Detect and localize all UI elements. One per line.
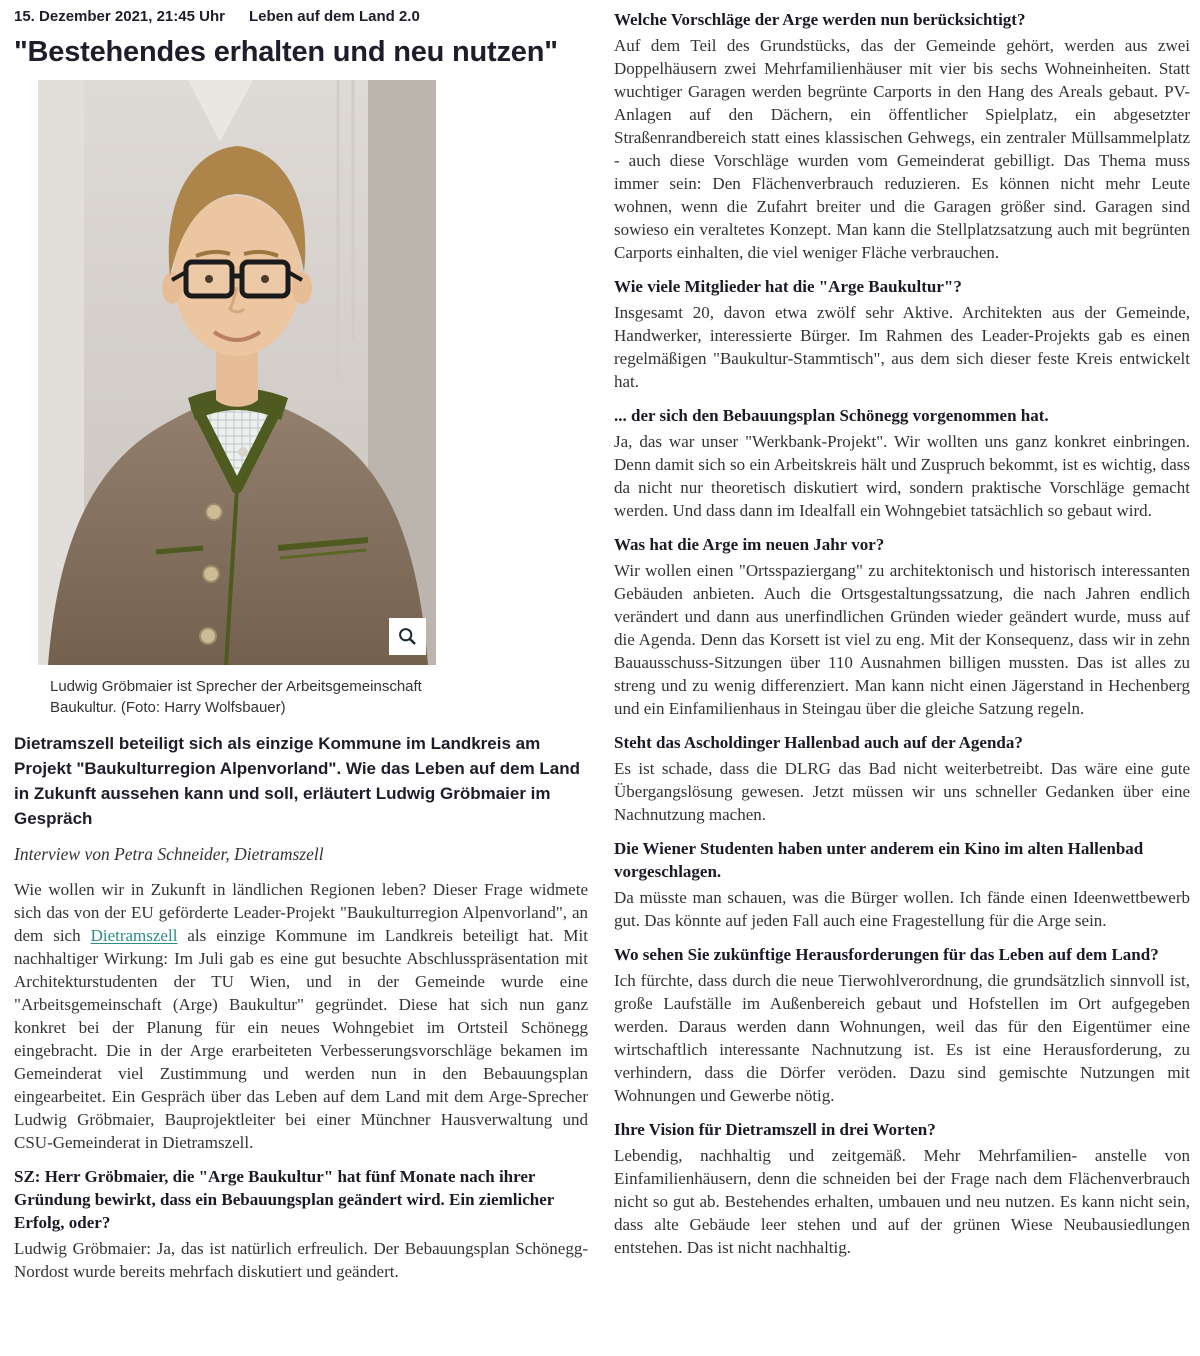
interview-question: Was hat die Arge im neuen Jahr vor?	[614, 535, 885, 554]
interview-question: Wie viele Mitglieder hat die "Arge Baukultur"?	[614, 277, 962, 296]
interview-question: ... der sich den Bebauungsplan Schönegg vorgenommen hat.	[614, 406, 1049, 425]
left-column	[14, 8, 588, 1356]
interview-question: Ihre Vision für Dietramszell in drei Worten?	[614, 1120, 936, 1139]
interview-answer: Ludwig Gröbmaier: Ja, das ist natürlich erfreulich. Der Bebauungsplan Schönegg-Nordost wurde bereits mehrfach diskutiert und geändert.	[14, 1239, 588, 1281]
interview-question: Wo sehen Sie zukünftige Herausforderungen für das Leben auf dem Land?	[614, 945, 1159, 964]
interview-answer: Ja, das war unser "Werkbank-Projekt". Wir wollten uns ganz konkret einbringen. Denn damit sich so ein Arbeitskreis hält und Zuspruch bekommt, ist es wichtig, dass da nicht nur theoretisch diskutiert wird, sondern praktische Vorschläge gemacht werden. Und dass dann im Idealfall ein Wohngebiet tatsächlich so gebaut wird.	[614, 432, 1190, 520]
interview-question: Die Wiener Studenten haben unter anderem ein Kino im alten Hallenbad vorgeschlagen.	[614, 839, 1144, 881]
interview-answer: Wir wollen einen "Ortsspaziergang" zu architektonisch und historisch interessanten Gebäuden anbieten. Auch die Ortsgestaltungssatzung, die nach Jahren endlich verändert und dann aus unerfindlichen Gründen wieder geändert wurde, muss auf die Agenda. Denn das Korsett ist viel zu eng. Mit der Konsequenz, dass wir in zehn Bauausschuss-Sitzungen über 110 Ausnahmen billigen mussten. Das ist alles zu streng und zu wenig differenziert. Man kann nicht einen Jägerstand in Hechenberg und ein Einfamilienhaus in Steingau über die gleiche Satzung regeln.	[614, 561, 1190, 718]
article-lede: Dietramszell beteiligt sich als einzige Kommune im Landkreis am Projekt "Baukulturregion Alpenvorland". Wie das Leben auf dem Land in Zukunft aussehen kann und soll, erläutert Ludwig Gröbmaier im Gespräch	[14, 734, 581, 828]
interview-answer: Lebendig, nachhaltig und zeitgemäß. Mehr Mehrfamilien- anstelle von Einfamilienhäusern, denn die schneiden bei der Frage nach dem Flächenverbrauch nicht so gut ab. Bestehendes erhalten, umbauen und neu nutzen. Es kann nicht sein, dass alte Gebäude leer stehen und auf der grünen Wiese Neubausiedlungen entstehen. Das ist nicht nachhaltig.	[614, 1146, 1190, 1257]
photo-zoom-button[interactable]	[389, 618, 426, 655]
interview-answer: Da müsste man schauen, was die Bürger wollen. Ich fände einen Ideenwettbewerb gut. Das könnte auf jeden Fall auch eine Fragestellung für die Arge sein.	[614, 888, 1190, 930]
article-meta	[14, 8, 588, 25]
interview-answer: Ich fürchte, dass durch die neue Tierwohlverordnung, die grundsätzlich sinnvoll ist, große Laufställe im Außenbereich gebaut und Hofstellen im Ort aufgegeben werden. Daraus werden dann Wohnungen, weil das für den Eigentümer eine wirtschaftlich interessante Nachnutzung ist. Es ist eine Herausforderung, zu verhindern, dass die Dörfer veröden. Dazu sind gemischte Nutzungen mit Wohnungen und Gewerbe nötig.	[614, 971, 1190, 1105]
portrait-illustration	[38, 80, 436, 665]
interview-answer: Es ist schade, dass die DLRG das Bad nicht weiterbetreibt. Das wäre eine gute Übergangslösung gewesen. Jetzt müssen wir uns schneller Gedanken über eine Nachnutzung machen.	[614, 759, 1190, 824]
intro-text-post: als einzige Kommune im Landkreis beteiligt hat. Mit nachhaltiger Wirkung: Im Juli gab es eine gut besuchte Abschlusspräsentation mit Architekturstudenten der TU Wien, und in der Gemeinde wurde eine "Arbeitsgemeinschaft (Arge) Baukultur" gegründet. Diese hat sich nun ganz konkret bei der Planung für ein neues Wohngebiet im Ortsteil Schönegg eingebracht. Die in der Arge erarbeiteten Verbesserungsvorschläge bekamen im Gemeinderat viel Zustimmung und werden nun in den Bebauungsplan eingearbeitet. Ein Gespräch über das Leben auf dem Land mit dem Arge-Sprecher Ludwig Gröbmaier, Bauprojektleiter bei einer Münchner Hausverwaltung und CSU-Gemeinderat in Dietramszell.	[14, 926, 588, 1152]
interview-answer: Insgesamt 20, davon etwa zwölf sehr Aktive. Architekten aus der Gemeinde, Handwerker, interessierte Bürger. Im Rahmen des Leader-Projekts gab es einen regelmäßigen "Baukultur-Stammtisch", aus dem sich dieser feste Kreis entwickelt hat.	[614, 303, 1190, 391]
right-column	[614, 8, 1190, 1356]
portrait-photo[interactable]	[38, 80, 436, 665]
interview-question: Welche Vorschläge der Arge werden nun berücksichtigt?	[614, 10, 1026, 29]
photo-caption: Ludwig Gröbmaier ist Sprecher der Arbeitsgemeinschaft Baukultur. (Foto: Harry Wolfsbauer)	[50, 678, 422, 716]
category-label: Leben auf dem Land 2.0	[248, 8, 420, 25]
byline: Interview von Petra Schneider, Dietramszell	[14, 844, 324, 864]
article-headline: "Bestehendes erhalten und neu nutzen"	[14, 36, 558, 68]
intro-paragraph	[14, 878, 588, 1154]
interview-question: SZ: Herr Gröbmaier, die "Arge Baukultur" hat fünf Monate nach ihrer Gründung bewirkt, dass ein Bebauungsplan geändert wird. Ein ziemlicher Erfolg, oder?	[14, 1167, 554, 1232]
publish-date: 15. Dezember 2021, 21:45 Uhr	[14, 8, 225, 25]
dietramszell-link[interactable]: Dietramszell	[90, 926, 178, 945]
intro-text-pre: Wie wollen wir in Zukunft in ländlichen Regionen leben? Dieser Frage widmete sich das von der EU geförderte Leader-Projekt "Baukulturregion Alpenvorland", an dem sich	[14, 880, 588, 945]
interview-answer: Auf dem Teil des Grundstücks, das der Gemeinde gehört, werden aus zwei Doppelhäusern zwei Mehrfamilienhäuser mit vier bis sechs Wohneinheiten. Statt wuchtiger Garagen werden begrünte Carports in den Hang des Areals gebaut. PV-Anlagen auf den Dächern, ein öffentlicher Spielplatz, ein abgesetzter Straßenrandbereich statt eines klassischen Gehwegs, ein zentraler Müllsammelplatz - auch diese Vorschläge wurden vom Gemeinderat gebilligt. Das Thema muss immer sein: Den Flächenverbrauch reduzieren. Es können nicht mehr Leute wohnen, wenn die Zufahrt breiter und die Garagen größer sind. Garagen sind sowieso ein veraltetes Konzept. Man kann die Stellplatzsatzung auch mit begrünten Carports einhalten, die viel weniger Fläche verbrauchen.	[614, 36, 1190, 262]
interview-question: Steht das Ascholdinger Hallenbad auch auf der Agenda?	[614, 733, 1023, 752]
magnifier-icon	[397, 626, 418, 647]
